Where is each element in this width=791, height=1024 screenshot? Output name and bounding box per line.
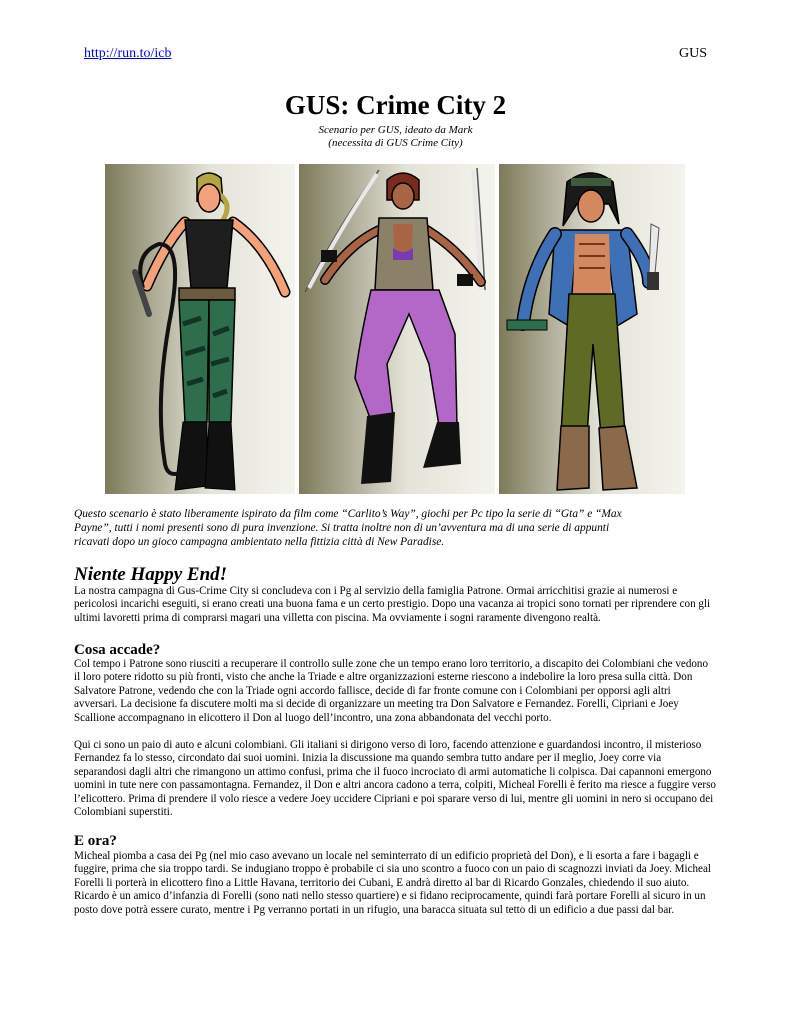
character-illustrations — [105, 164, 685, 494]
page-subtitle — [0, 124, 791, 150]
header-link[interactable]: http://run.to/icb — [84, 46, 172, 61]
page-title: GUS: Crime City 2 — [284, 90, 507, 120]
section-heading-cosa-accade: Cosa accade? — [74, 642, 161, 658]
subtitle-line-2: (necessita di GUS Crime City) — [328, 137, 463, 149]
header-label: GUS — [678, 46, 707, 61]
section-3-paragraph: Micheal piomba a casa dei Pg (nel mio caso avevano un locale nel seminterrato di un edificio proprietà del Don), e li esorta a fare i bagagli e fuggire, prima che sia troppo tardi. Se indugiano troppo è probabile ci sia uno scontro a fuoco con un paio di scagnozzi inviati da Joey. Micheal Forelli li porterà in elicottero fino a Little Havana, territorio dei Cubani, E andrà diretto al bar di Ricardo Gonzales, chiedendo il suo aiuto. Ricardo è un amico d’infanzia di Forelli (sono nati nello stesso quartiere) e si fidano reciprocamente, quindi farà portare Forelli al sicuro in un posto dove potrà essere curato, mentre i Pg verranno portati in un rifugio, una baracca situata sul tetto di un edificio a due passi dal bar. — [74, 850, 711, 916]
section-heading-e-ora: E ora? — [74, 833, 117, 849]
intro-text: Questo scenario è stato liberamente ispirato da film come “Carlito’s Way”, giochi per Pc tipo la serie di “Gta” e “Max Payne”, tutti i nomi presenti sono di pura invenzione. Si tratta inoltre non di un’avventura ma di una serie di appunti ricavati dopo un gioco campagna ambientato nella fittizia città di New Paradise. — [74, 508, 622, 548]
section-heading-niente-happy-end: Niente Happy End! — [74, 564, 228, 585]
section-1-paragraph: La nostra campagna di Gus-Crime City si concludeva con i Pg al servizio della famiglia Patrone. Ormai arricchitisi grazie ai numerosi e pericolosi incarichi eseguiti, si erano creati una buona fama e un certo prestigio. Dopo una vacanza ai tropici sono tornati per riprendere con gli ultimi lavoretti prima di comprarsi magari una villetta con piscina. Ma ovviamente i sogni raramente divengono realtà. — [74, 585, 711, 624]
character-illustration-knife — [499, 164, 685, 494]
section-2-paragraph-2: Qui ci sono un paio di auto e alcuni colombiani. Gli italiani si dirigono verso di loro, facendo attenzione e guardandosi incontro, il misterioso Fernandez fa lo stesso, circondato dai suoi uomini. Inizia la discussione ma quando sembra tutto andare per il meglio, Joey corre via separandosi dagli altri che rimangono un attimo confusi, prima che il fuoco incrociato di armi automatiche li colpisca. Dai capannoni emergono uomini in tute nere con passamontagna. Fernandez, il Don e altri ancora cadono a terra, colpiti, Micheal Forelli è ferito ma riesce a fuggire verso l’elicottero. Prima di prendere il volo riesce a vedere Joey uccidere Cipriani e poi sparare verso di lui, mentre gli uomini in nero si occupano dei Colombiani superstiti. — [74, 739, 716, 819]
character-illustration-swords — [299, 164, 495, 494]
section-2-paragraph-1: Col tempo i Patrone sono riusciti a recuperare il controllo sulle zone che un tempo erano loro territorio, a discapito dei Colombiani che vedono il loro potere ridotto su più fronti, visto che anche la Triade e altre organizzazioni esterne riescono a indebolire la loro presa sulla città. Don Salvatore Patrone, vedendo che con la Triade ogni accordo fallisce, decide di far fronte comune con i Colombiani per opporsi agli altri avversari. La decisione fa discutere molti ma si decide di organizzare un meeting tra Don Salvatore e Fernandez. Forelli, Cipriani e Joey Scallione accompagnano in elicottero il Don al luogo dell’incontro, una zona abbandonata del vecchi porto. — [74, 658, 709, 724]
subtitle-line-1: Scenario per GUS, ideato da Mark — [318, 124, 473, 136]
character-illustration-whip — [105, 164, 295, 494]
